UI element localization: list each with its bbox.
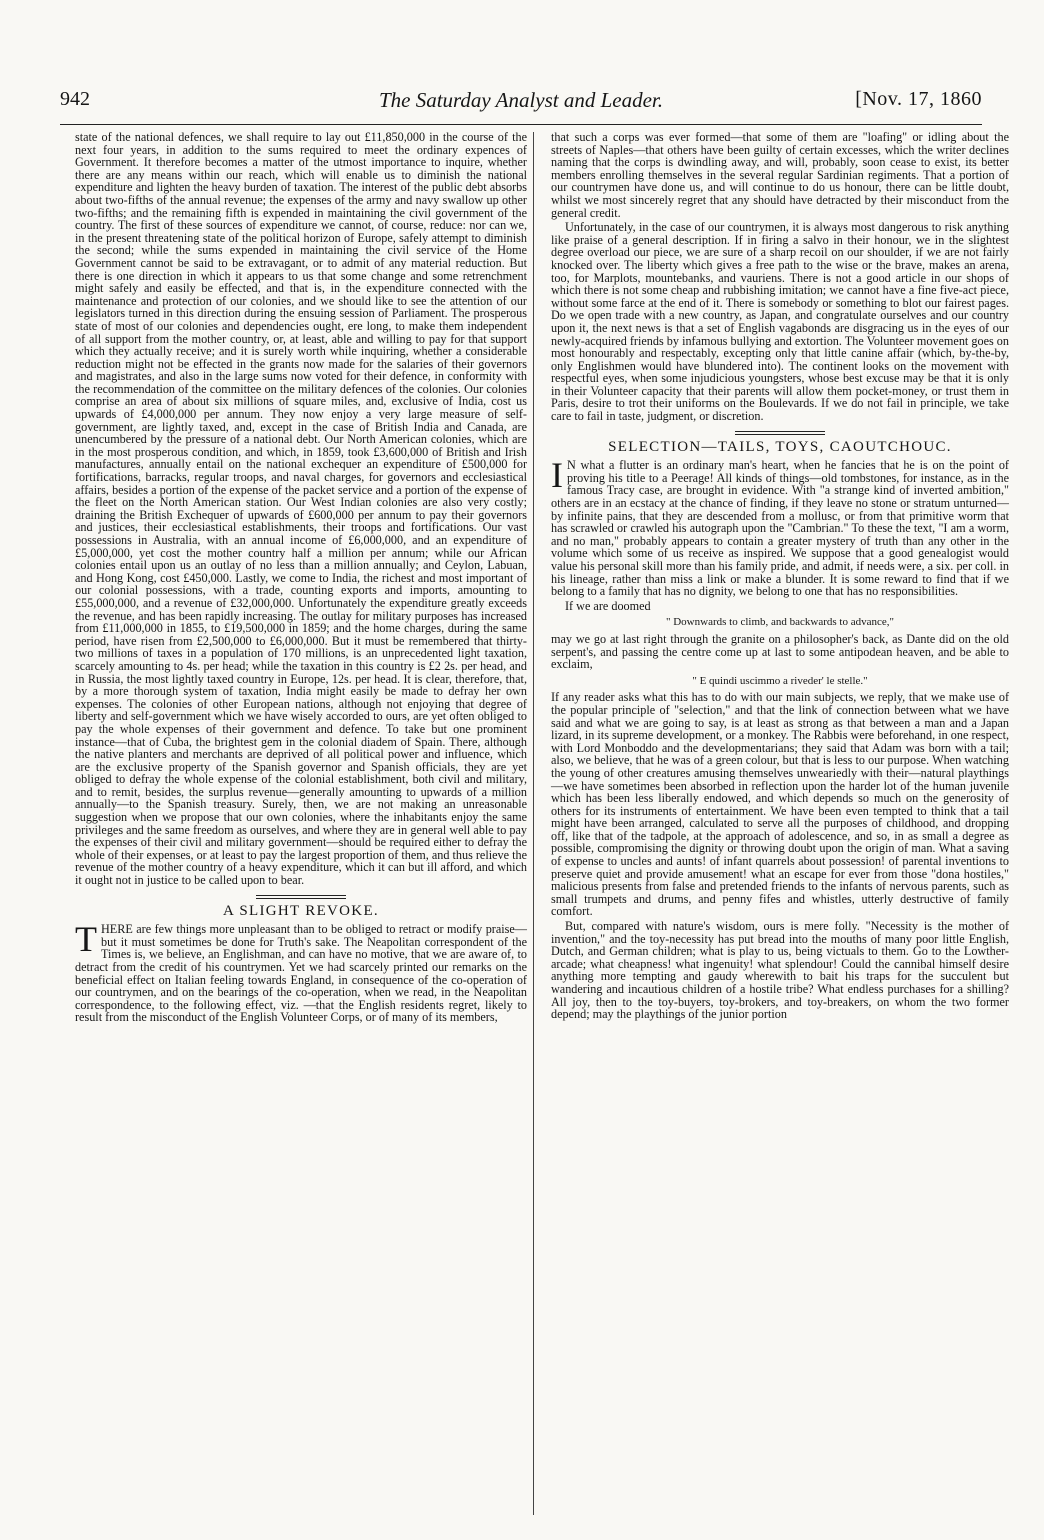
article-paragraph — [75, 919, 527, 1025]
section-divider — [256, 895, 346, 899]
drop-cap: T — [75, 919, 97, 960]
section-title-slight-revoke: A SLIGHT REVOKE. — [223, 902, 379, 919]
drop-cap: I — [551, 455, 563, 496]
article-text: HERE are few things more unpleasant than to be obliged to retract or modify praise—but it must sometimes be done for Truth's sake. The Neapolitan correspondent of the Times is, we believe, an Englishman, and can have no motive, that we are aware of, to detract from the credit of his countrymen. Yet we had scarcely printed our remarks on the beneficial effect on Italian feeling towards England, in consequence of the co-operation of our countrymen, and on the bearings of the co-operation, when we read, in the Neapolitan correspondence, to the following effect, viz. —that the English residents regret, likely to result from the misconduct of the English Volunteer Corps, or of many of its members, — [75, 922, 527, 1025]
column-divider — [533, 132, 534, 1515]
right-column — [551, 131, 1009, 1023]
article-paragraph: If any reader asks what this has to do with our main subjects, we reply, that we make use of the popular principle of "selection," and that the link of connection between what we have said and what we are going to say, is at least as strong as that between a man and a Japan lizard, in its supreme development, or a monkey. The Rabbis were beforehand, in one respect, with Lord Monboddo and the developmentarians; they said that Adam was born with a tail; also, we believe, that he was of a green colour, but that is less to our purpose. When watching the young of other creatures amusing themselves unweariedly with their—natural playthings—we have sometimes been absorbed in reflection upon the harder lot of the human juvenile which has been less liberally endowed, and which depends so much on the generosity of others for its instruments of entertainment. We have been even tempted to think that a tail might have been arranged, calculated to serve all the purposes of childhood, and dropping off, like that of the tadpole, at the approach of adolescence, and so, in as small a degree as possible, compromising the dignity or throwing doubt upon the origin of man. What a saving of expense to uncles and aunts! of infant quarrels about possession! of parental inventions to preserve quiet and provide amusement! what an escape for ever from those "dona hostiles," malicious presents from false and pretended friends to the infants of nervous parents, such as small trumpets and drums, and penny fifes and whistles, utterly destructive of family comfort. — [551, 690, 1009, 919]
section-divider — [735, 431, 825, 435]
article-paragraph: state of the national defences, we shall require to lay out £11,850,000 in the course of the next four years, in addition to the sums required to meet the ordinary expences of Government. It therefore becomes a matter of the utmost importance to inquire, whether there are any means within our reach, which will enable us to diminish the national expenditure and lighten the heavy burden of taxation. The interest of the public debt absorbs about two-fifths of the annual revenue; the expenses of the army and navy swallow up other two-fifths; and the remaining fifth is expended in maintaining the civil government of the country. The first of these sources of expenditure we cannot, of course, reduce: nor can we, in the present threatening state of the political horizon of Europe, safely attempt to diminish the second; while the sums expended in maintaining the civil service of the Home Government cannot be said to be extravagant, or to admit of any material reduction. But there is one direction in which it appears to us that some change and some retrenchment might safely and easily be effected, and that is, in the expenditure connected with the maintenance and protection of our colonies, and we should like to see the attention of our legislators turned in this direction during the ensuing session of Parliament. The prosperous state of most of our colonies and dependencies ought, ere long, to make them independent of all support from the mother country, or, at least, able and willing to pay for that support which they actually receive; and it is surely worth while inquiring, whether a considerable reduction might not be effected in the grants now made for the salaries of their governors and magistrates, and also in the large sums now voted for their defence, in conformity with the recommendation of the committee on the military defences of the colonies. Our colonies comprise an area of about six millions of square miles, and, exclusive of India, cost us upwards of £4,000,000 per annum. They now enjoy a very large measure of self-government, are lightly taxed, and, except in the case of British India and Canada, are unencumbered by the pressure of a national debt. Our North American colonies, which are in the most prosperous condition, and which, in 1859, took £3,600,000 of British and Irish manufactures, annually entail on the national exchequer an expenditure of £500,000 for fortifications, barracks, regular troops, and naval charges, for governors and ecclesiastical affairs, besides a portion of the expense of the packet service and a portion of the expense of the fleet on the North American station. Our West Indian colonies are also very costly; draining the British Exchequer of upwards of £600,000 per annum to pay their governors and justices, their ecclesiastical establishments, their troops and fortifications. Our vast possessions in Australia, with an annual income of £6,000,000, and an expenditure of £5,000,000, yet cost the mother country half a million per annum; while our African colonies entail upon us an outlay of no less than a million annually; and Ceylon, Labuan, and Hong Kong, cost £450,000. Lastly, we come to India, the richest and most important of our colonial possessions, with a trade, counting exports and imports, amounting to £55,000,000, and a revenue of £32,000,000. Unfortunately the expenditure greatly exceeds the revenue, and has been rapidly increasing. The outlay for military purposes has increased from £11,000,000 in 1855, to £19,500,000 in 1859; and the home charges, during the same period, have risen from £2,500,000 to £6,000,000. But it must be remembered that thirty-two millions of taxes in a population of 170 millions, is an unprecedented light taxation, scarcely amounting to 4s. per head; while the taxation in this country is £2 2s. per head, and in Russia, the most lightly taxed country in Europe, 12s. per head. It is clear, therefore, that, by a more thorough system of taxation, India might easily be made to defray her own expenses. The colonies of other European nations, although not enjoying that degree of liberty and self-government which we have wisely accorded to ours, are yet often obliged to pay the whole expenses of their government and defence. To take but one prominent instance—that of Cuba, the brightest gem in the colonial diadem of Spain. There, although the native planters and merchants are deprived of all political power and influence, which are the exclusive property of the Spanish governor and Spanish officials, they are yet obliged to defray the whole expense of the colonial establishment, both civil and military, and to remit, besides, the surplus revenue—generally amounting to upwards of a million annually—to the Spanish treasury. Surely, then, we are not making an unreasonable suggestion when we propose that our own colonies, where the inhabitants enjoy the same privileges and the same freedom as ourselves, and where they are in general well able to pay the expenses of their civil and military government—should be required either to defray the whole of their expenses, or at least to pay the largest proportion of them, and thus relieve the revenue of the mother country of a heavy expenditure, which it can but ill afford, and which it ought not in justice to be called upon to bear. — [75, 130, 527, 888]
page-header — [60, 88, 982, 122]
article-paragraph: that such a corps was ever formed—that some of them are "loafing" or idling about the streets of Naples—that others have been guilty of certain excesses, which the writer declines naming that the corps is dwindling away, and will, probably, soon cease to exist, its better members enrolling themselves in the several regular Sardinian regiments. That a portion of our countrymen have done us, and will continue to do us honour, there can be little doubt, whilst we most sincerely regret that any should have detracted by their misconduct from the general credit. — [551, 130, 1009, 220]
left-column — [75, 131, 527, 1026]
section-title-selection: SELECTION—TAILS, TOYS, CAOUTCHOUC. — [608, 438, 952, 455]
header-rule — [60, 124, 982, 125]
quotation: " Downwards to climb, and backwards to advance," — [666, 616, 894, 629]
article-paragraph — [551, 455, 1009, 599]
masthead-title: The Saturday Analyst and Leader. — [378, 88, 664, 112]
page-number: 942 — [60, 88, 90, 110]
article-text: N what a flutter is an ordinary man's heart, when he fancies that he is on the point of proving his title to a Peerage! All kinds of things—old tombstones, for instance, as in the famous Tracy case, are brought in evidence. With "a strange kind of inverted ambition," others are in an ecstacy at the chance of finding, if they leave no stone or stratum unturned—by infinite pains, that they are descended from a mollusc, or from that primitive worm that has scrawled or crawled his autograph upon the "Cambrian." To these the text, "I am a worm, and no man," probably appears to contain a greater mystery of truth than any other in the volume which some of us receive as inspired. We suppose that a good genealogist would value his personal skill more than his family pride, and admit, if needs were, a six. per coll. in his lineage, rather than miss a link or make a blunder. It is some reward to find that if we belong to a family that has no dignity, we belong to one that has no responsibilities. — [551, 458, 1009, 599]
article-paragraph: may we go at last right through the granite on a philosopher's back, as Dante did on the old serpent's, and passing the centre come up at last to some antipodean heaven, and be able to exclaim, — [551, 631, 1009, 672]
issue-date: [Nov. 17, 1860 — [855, 88, 982, 110]
article-paragraph: But, compared with nature's wisdom, ours is mere folly. "Necessity is the mother of invention," and the toy-necessity has put bread into the mouths of many poor little English, Dutch, and German children; what is play to us, being victuals to them. Go to the Lowther-arcade; what cheapness! what ingenuity! what splendour! Could the cannibal himself desire anything more tempting and gaudy wherewith to bait his traps for the succulent but wandering and incautious children of a hostile tribe? What endless purchases for a shilling? All joy, then to the toy-buyers, toy-brokers, and toy-breakers, on whom the two former depend; may the playthings of the junior portion — [551, 919, 1009, 1022]
article-paragraph: If we are doomed — [565, 598, 651, 613]
article-paragraph: Unfortunately, in the case of our countrymen, it is always most dangerous to risk anything like praise of a general description. If in firing a salvo in their honour, we in the slightest degree overload our piece, we are sure of a sharp recoil on our shoulder, if we are not fairly knocked over. The liberty which gives a free path to the wise or the brave, makes an arena, too, for Marplots, mountebanks, and vauriens. There is not a good article in our shops of which there is not some cheap and rubbishing imitation; we cannot have a fine five-act piece, without some farce at the end of it. There is somebody or something to blot our fairest pages. Do we open trade with a new country, as Japan, and congratulate ourselves and our country upon it, the next news is that a set of English vagabonds are disgracing us in the eyes of our newly-acquired friends by infamous bullying and extortion. The Volunteer movement goes on most honourably and respectably, excepting only that little canine affair (which, by-the-by, only Englishmen would have blundered into). The continent looks on the movement with respectful eyes, when some injudicious youngsters, whose best excuse may be that it is only in their Volunteer capacity that their parents will allow them pocket-money, or trust them in Paris, desire to trot their uniforms on the Boulevards. If we do not fail in principle, we take care to fail in taste, judgment, or discretion. — [551, 220, 1009, 424]
quotation: " E quindi uscimmo a riveder' le stelle." — [692, 674, 868, 687]
